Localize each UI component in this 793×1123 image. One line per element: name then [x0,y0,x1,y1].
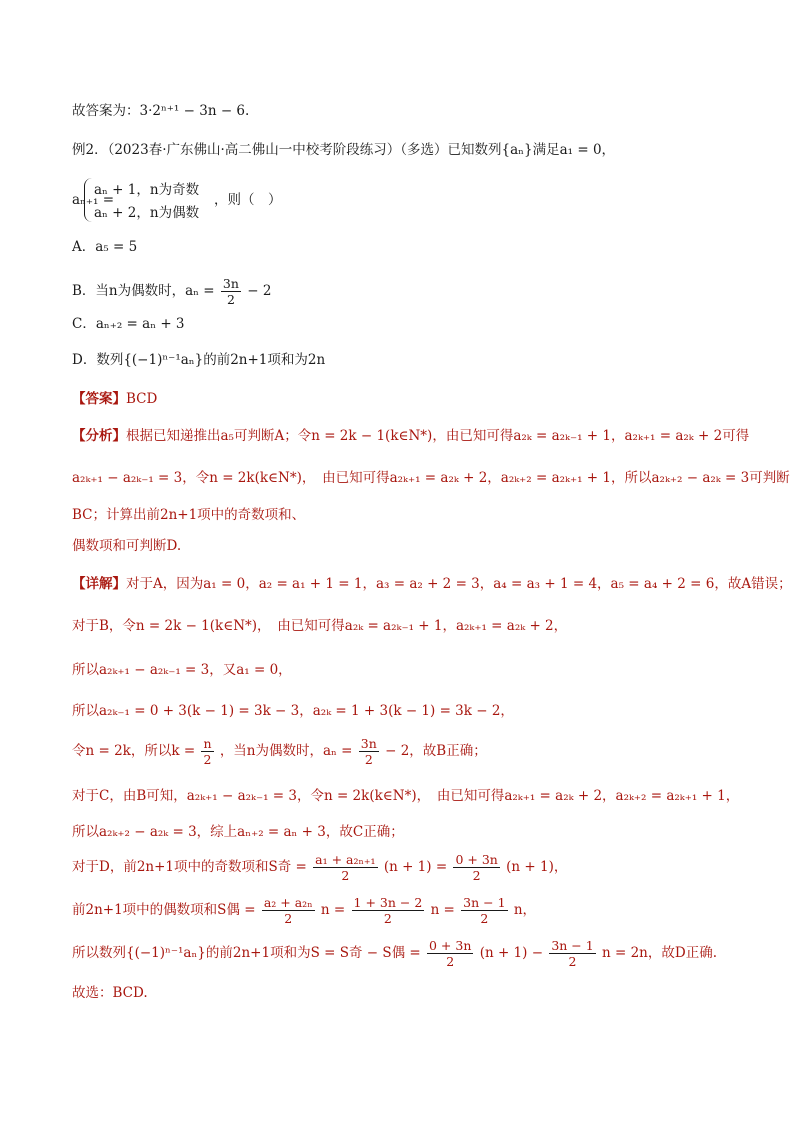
numerator: 1 + 3n − 2 [353,895,423,910]
detail-8-post: (n + 1)， [506,859,568,875]
answer-tag: 【答案】 [72,391,126,407]
numerator: a₁ + a₂ₙ₊₁ [315,852,376,867]
option-c: C．aₙ₊₂ = aₙ + 3 [72,316,185,332]
denominator: 2 [203,752,212,767]
recurrence-tail: ，则（ ） [214,192,282,208]
previous-answer: 故答案为：3·2ⁿ⁺¹ − 3n − 6. [72,103,250,119]
detail-line-7: 所以a₂ₖ₊₂ − a₂ₖ = 3，综上aₙ₊₂ = aₙ + 3，故C正确； [72,824,404,840]
detail-5-post: − 2，故B正确； [385,743,487,759]
detail-10-post: n = 2n，故D正确. [602,945,717,961]
detail-line-1 [72,574,792,594]
detail-8-mid: (n + 1) = [383,859,448,875]
detail-line-10 [72,938,717,969]
detail-10-mid: (n + 1) − [479,945,544,961]
detail-10-pre: 所以数列{(−1)ⁿ⁻¹aₙ}的前2n+1项和为S = S奇 − S偶 = [72,945,421,961]
fraction [313,852,377,883]
analysis-line-2: a₂ₖ₊₁ − a₂ₖ₋₁ = 3，令n = 2k(k∈N*)， 由已知可得a₂ₖ₊₁ = a₂ₖ + 2，a₂ₖ₊₂ = a₂ₖ₊₁ + 1，所以a₂ₖ₊₂ − a₂ₖ = 3可判断 [72,470,790,486]
detail-5-mid: ，当n为偶数时，aₙ = [219,743,353,759]
analysis-line-1 [72,426,749,446]
analysis-text-1: 根据已知递推出a₅可判断A；令n = 2k − 1(k∈N*)，由已知可得a₂ₖ = a₂ₖ₋₁ + 1，a₂ₖ₊₁ = a₂ₖ + 2可得 [126,428,750,444]
numerator: 3n [360,736,377,751]
answer-line [72,389,157,409]
final-answer: 故选：BCD. [72,985,148,1001]
analysis-line-4: 偶数项和可判断D. [72,538,182,554]
detail-line-6: 对于C，由B可知，a₂ₖ₊₁ − a₂ₖ₋₁ = 3，令n = 2k(k∈N*)， 由已知可得a₂ₖ₊₁ = a₂ₖ + 2，a₂ₖ₊₂ = a₂ₖ₊₁ + 1， [72,788,740,804]
numerator: 3n − 1 [551,938,594,953]
option-b-text: B．当n为偶数时，aₙ = [72,283,215,299]
denominator: 2 [364,752,373,767]
denominator: 2 [480,911,489,926]
analysis-tag: 【分析】 [72,428,126,444]
detail-8-pre: 对于D，前2n+1项中的奇数项和S奇 = [72,859,307,875]
detail-text-1: 对于A，因为a₁ = 0，a₂ = a₁ + 1 = 1，a₃ = a₂ + 2 = 3，a₄ = a₃ + 1 = 4，a₅ = a₄ + 2 = 6，故A错误； [126,576,792,592]
fraction [221,276,241,307]
detail-9-pre: 前2n+1项中的偶数项和S偶 = [72,902,256,918]
denominator: 2 [341,868,350,883]
denominator: 2 [446,954,455,969]
denominator: 2 [284,911,293,926]
detail-line-9 [72,895,536,926]
denominator: 2 [226,292,235,307]
detail-tag: 【详解】 [72,576,126,592]
recurrence-case-odd: aₙ + 1，n为奇数 [94,182,200,198]
denominator: 2 [568,954,577,969]
option-b-tail: − 2 [247,283,272,299]
detail-line-3: 所以a₂ₖ₊₁ − a₂ₖ₋₁ = 3，又a₁ = 0， [72,662,292,678]
fraction [359,736,379,767]
detail-line-8 [72,852,567,883]
option-d: D．数列{(−1)ⁿ⁻¹aₙ}的前2n+1项和为2n [72,352,326,368]
fraction [201,736,213,767]
denominator: 2 [472,868,481,883]
detail-line-4: 所以a₂ₖ₋₁ = 0 + 3(k − 1) = 3k − 3，a₂ₖ = 1 + 3(k − 1) = 3k − 2， [72,703,514,719]
detail-line-5 [72,736,487,767]
numerator: 0 + 3n [455,852,498,867]
numerator: 3n [222,276,239,291]
detail-9-mid: n = [320,902,346,918]
fraction [549,938,595,969]
fraction [461,895,507,926]
numerator: a₂ + a₂ₙ [263,895,313,910]
fraction [352,895,425,926]
option-a: A．a₅ = 5 [72,239,138,255]
denominator: 2 [383,911,392,926]
answer-value: BCD [126,391,158,407]
recurrence-lhs: aₙ₊₁ = [72,192,115,208]
fraction [262,895,315,926]
numerator: n [203,736,212,751]
numerator: 3n − 1 [463,895,506,910]
numerator: 0 + 3n [429,938,472,953]
fraction [427,938,473,969]
detail-9-post: n， [513,902,537,918]
fraction [453,852,499,883]
example-intro: 例2．（2023春·广东佛山·高二佛山一中校考阶段练习）（多选）已知数列{aₙ}满足a₁ = 0， [72,142,616,158]
option-b [72,276,271,307]
detail-line-2: 对于B，令n = 2k − 1(k∈N*)， 由已知可得a₂ₖ = a₂ₖ₋₁ + 1，a₂ₖ₊₁ = a₂ₖ + 2， [72,618,568,634]
recurrence-case-even: aₙ + 2，n为偶数 [94,205,200,221]
analysis-line-3: BC；计算出前2n+1项中的奇数项和、 [72,507,306,523]
detail-9-mid2: n = [430,902,455,918]
detail-5-pre: 令n = 2k，所以k = [72,743,196,759]
